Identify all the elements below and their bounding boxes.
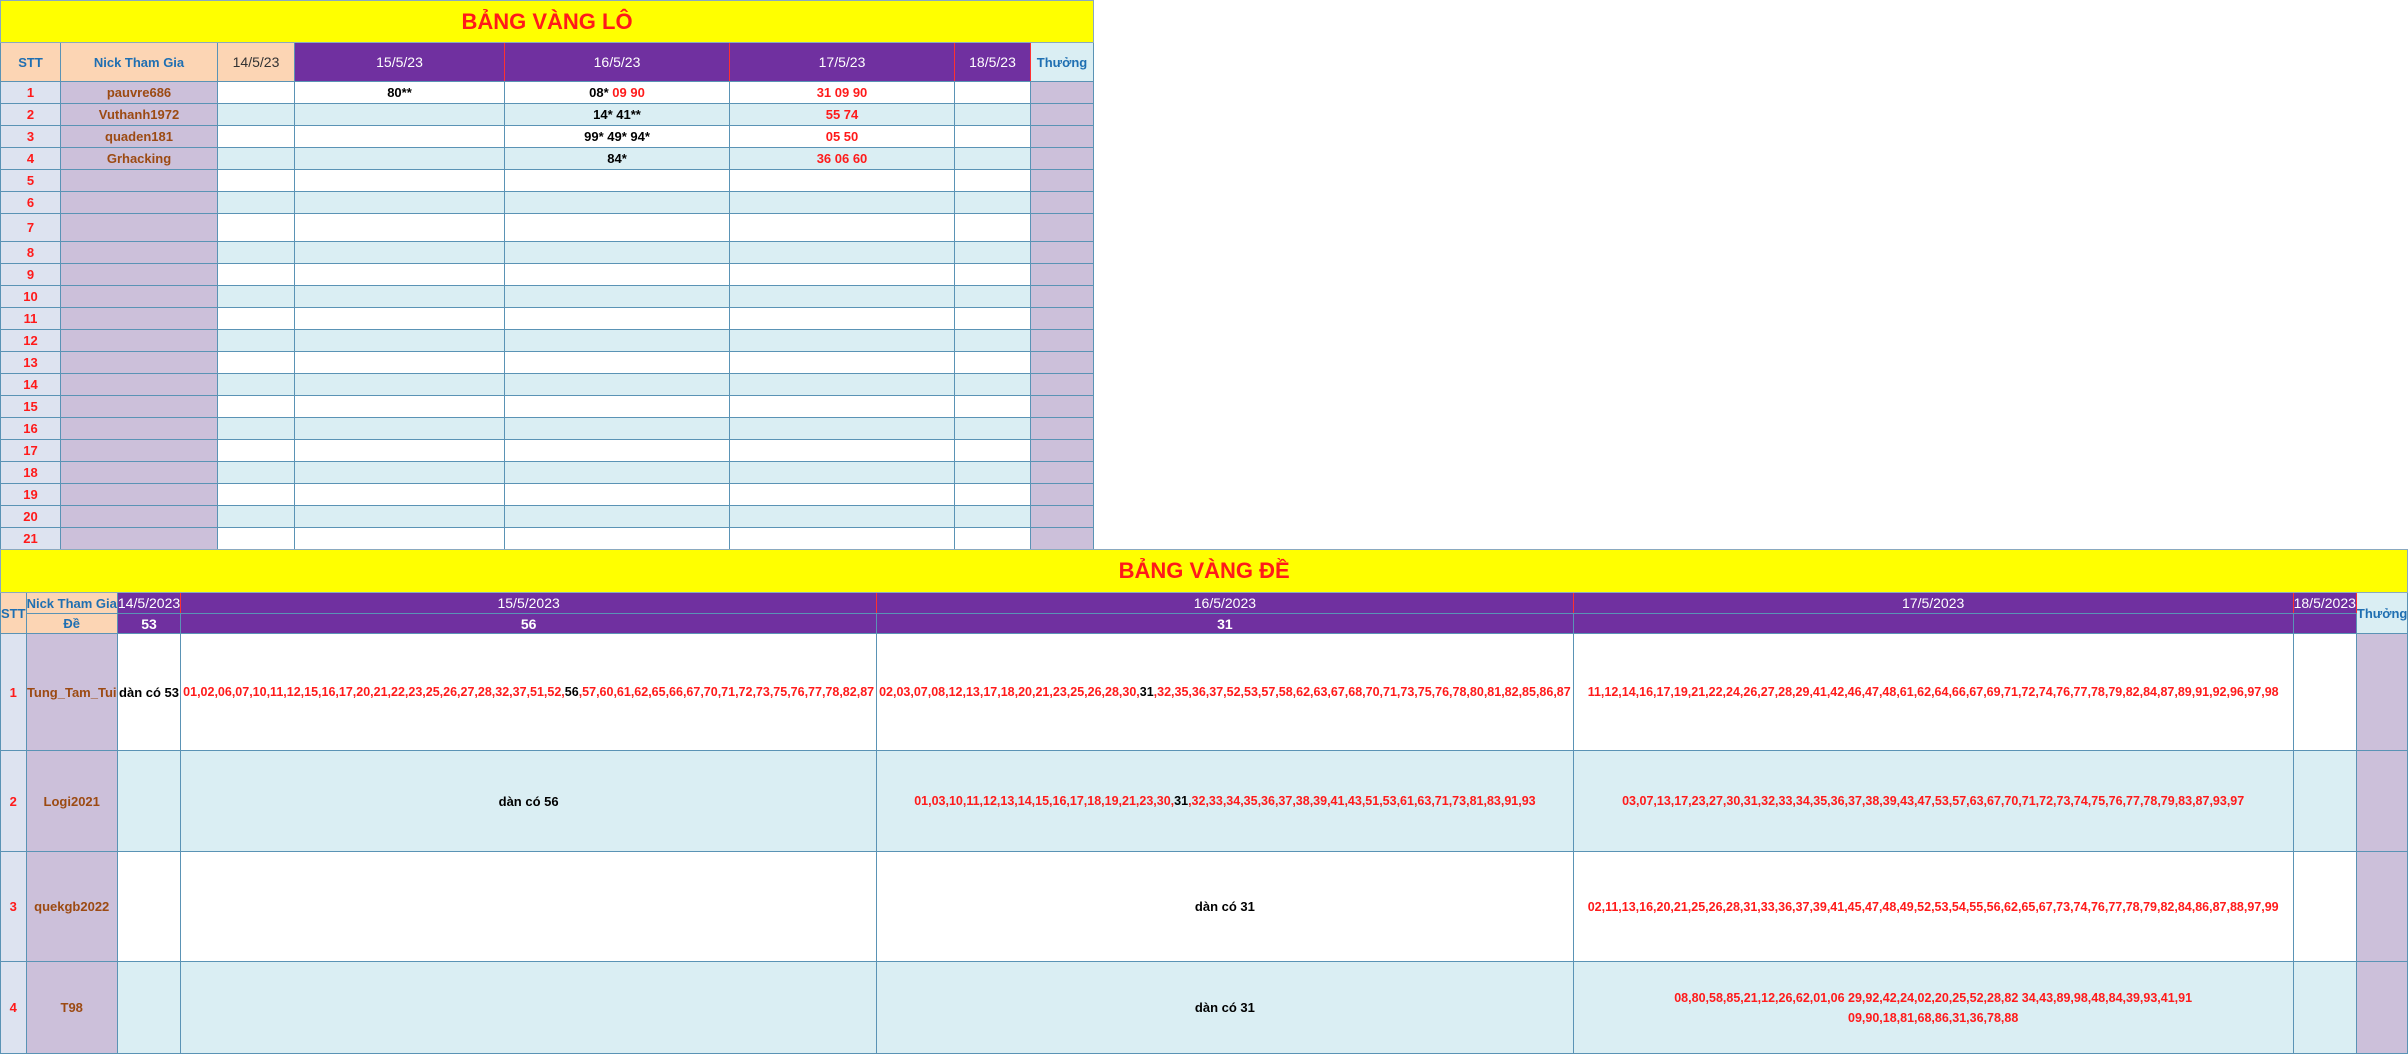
lo-row-18 [955,374,1031,396]
lo-row-17: 31 09 90 [730,82,955,104]
lo-row-17: 05 50 [730,126,955,148]
lo-row-16-hits: 14* 41** [593,107,641,122]
de-row-16-part-c: ,32,35,36,37,52,53,57,58,62,63,67,68,70,71,73,75,76,78,80,81,82,85,86,87 [1153,685,1571,699]
de-row-18 [2293,852,2356,962]
de-row-stt: 3 [1,852,27,962]
lo-row-14 [218,264,295,286]
de-row-17: 11,12,14,16,17,19,21,22,24,26,27,28,29,41,42,46,47,48,61,62,64,66,67,69,71,72,74,76,77,78,79,82,84,87,89,91,92,96,97,98 [1573,634,2293,751]
lo-row-16 [505,170,730,192]
de-row-14 [117,751,180,852]
lo-row-17 [730,396,955,418]
lo-row-nick[interactable] [61,528,218,550]
lo-row-17 [730,192,955,214]
de-row-14 [117,962,180,1054]
de-row-stt: 1 [1,634,27,751]
lo-row-thuong [1031,330,1094,352]
lo-row-15 [295,308,505,330]
lo-row-14 [218,374,295,396]
de-row-16-part-a: 02,03,07,08,12,13,17,18,20,21,23,25,26,28,30, [879,685,1140,699]
de-row-thuong [2356,751,2407,852]
de-result-18 [2293,614,2356,634]
lo-row-nick[interactable]: Vuthanh1972 [61,104,218,126]
lo-row [1,214,1094,242]
lo-row-16 [505,126,730,148]
lo-row [1,352,1094,374]
lo-row-thuong [1031,308,1094,330]
lo-row-17 [730,308,955,330]
de-row-18 [2293,962,2356,1054]
lo-row [1,126,1094,148]
lo-row-stt: 10 [1,286,61,308]
lo-row-stt: 7 [1,214,61,242]
lo-row-15: 80** [295,82,505,104]
lo-row-14 [218,308,295,330]
de-header-thuong: Thưởng [2356,593,2407,634]
lo-header-date-15: 15/5/23 [295,43,505,82]
de-result-16: 31 [877,614,1574,634]
lo-row-stt: 8 [1,242,61,264]
de-row-thuong [2356,634,2407,751]
lo-row-thuong [1031,506,1094,528]
lo-row-16 [505,330,730,352]
de-row-15-hit: 56 [564,685,579,699]
de-row-18 [2293,634,2356,751]
lo-row-14 [218,148,295,170]
lo-row [1,148,1094,170]
de-row-stt: 2 [1,751,27,852]
lo-row-14 [218,242,295,264]
lo-row-stt: 20 [1,506,61,528]
lo-row-17 [730,264,955,286]
lo-row-14 [218,82,295,104]
de-row-16-hit: 31 [1174,794,1189,808]
lo-row-thuong [1031,418,1094,440]
lo-row-nick[interactable] [61,396,218,418]
de-row-16-part-c: ,32,33,34,35,36,37,38,39,41,43,51,53,61,63,71,73,81,83,91,93 [1188,794,1536,808]
bang-vang-lo-table [0,0,1094,550]
lo-row-thuong [1031,264,1094,286]
lo-row-stt: 12 [1,330,61,352]
lo-row-16-hits: 84* [607,151,627,166]
lo-header-thuong: Thưởng [1031,43,1094,82]
de-row-15-part-c: ,57,60,61,62,65,66,67,70,71,72,73,75,76,77,78,82,87 [578,685,875,699]
lo-row [1,286,1094,308]
de-row-18 [2293,751,2356,852]
lo-row-stt: 14 [1,374,61,396]
lo-row-14 [218,104,295,126]
lo-row-nick[interactable] [61,440,218,462]
de-header-date-14: 14/5/2023 [117,593,180,614]
lo-row-thuong [1031,286,1094,308]
lo-row-14 [218,170,295,192]
lo-row-18 [955,242,1031,264]
de-header-date-17: 17/5/2023 [1573,593,2293,614]
de-result-15: 56 [181,614,877,634]
de-row-nick[interactable]: T98 [26,962,117,1054]
lo-row-16 [505,396,730,418]
lo-header-date-17: 17/5/23 [730,43,955,82]
lo-row-thuong [1031,214,1094,242]
de-row-nick[interactable]: Tung_Tam_Tui [26,634,117,751]
lo-header-date-16: 16/5/23 [505,43,730,82]
lo-row-16 [505,148,730,170]
lo-row [1,308,1094,330]
lo-row-16 [505,506,730,528]
lo-row-nick[interactable]: pauvre686 [61,82,218,104]
lo-row [1,418,1094,440]
lo-row-nick[interactable] [61,374,218,396]
lo-row-stt: 13 [1,352,61,374]
lo-row-14 [218,462,295,484]
lo-row-16 [505,242,730,264]
de-row-15: dàn có 56 [181,751,877,852]
lo-row-17: 55 74 [730,104,955,126]
lo-row-stt: 21 [1,528,61,550]
lo-row [1,506,1094,528]
lo-row-14 [218,352,295,374]
lo-row-15 [295,352,505,374]
lo-row [1,170,1094,192]
de-row-16-hit: 31 [1139,685,1154,699]
lo-row [1,192,1094,214]
lo-row-14 [218,214,295,242]
lo-header-date-14: 14/5/23 [218,43,295,82]
lo-row-nick[interactable] [61,506,218,528]
lo-row-18 [955,126,1031,148]
lo-row-16 [505,104,730,126]
lo-row-nick[interactable]: quaden181 [61,126,218,148]
lo-row-16 [505,374,730,396]
de-row-16 [877,751,1574,852]
lo-row-thuong [1031,126,1094,148]
lo-row-16 [505,308,730,330]
de-row-17: 03,07,13,17,23,27,30,31,32,33,34,35,36,37,38,39,43,47,53,57,63,67,70,71,72,73,74,75,76,77,78,79,83,87,93,97 [1573,751,2293,852]
lo-row-14 [218,418,295,440]
lo-row-18 [955,528,1031,550]
lo-row-17 [730,286,955,308]
de-header-nick: Nick Tham Gia [26,593,117,614]
lo-row-nick[interactable] [61,462,218,484]
lo-row-thuong [1031,192,1094,214]
lo-row-nick[interactable] [61,242,218,264]
lo-row-18 [955,396,1031,418]
lo-row-17 [730,242,955,264]
lo-row-stt: 17 [1,440,61,462]
lo-row-16 [505,418,730,440]
lo-row-17 [730,330,955,352]
de-row-14 [117,852,180,962]
lo-row [1,374,1094,396]
lo-row [1,104,1094,126]
lo-row-stt: 1 [1,82,61,104]
de-row-14: dàn có 53 [117,634,180,751]
lo-row-18 [955,506,1031,528]
de-row-15-part-a: 01,02,06,07,10,11,12,15,16,17,20,21,22,23,25,26,27,28,32,37,51,52, [183,685,565,699]
lo-row-18 [955,462,1031,484]
lo-row-16 [505,528,730,550]
lo-row-stt: 4 [1,148,61,170]
lo-row-nick[interactable] [61,286,218,308]
lo-row-stt: 3 [1,126,61,148]
lo-row [1,440,1094,462]
lo-row-15 [295,192,505,214]
lo-row-15 [295,330,505,352]
lo-row-thuong [1031,484,1094,506]
lo-row-15 [295,264,505,286]
lo-row-16-hits: 99* 49* 94* [584,129,650,144]
de-header-de: Đề [26,614,117,634]
lo-row-nick[interactable] [61,352,218,374]
lo-row-14 [218,506,295,528]
lo-row-17: 36 06 60 [730,148,955,170]
lo-row [1,396,1094,418]
lo-row-18 [955,148,1031,170]
lo-row-16-hits: 08* [589,85,609,100]
lo-row-16-picks: 09 90 [612,85,645,100]
de-row-16 [877,634,1574,751]
lo-row-17 [730,374,955,396]
lo-row-nick[interactable] [61,330,218,352]
de-row-nick[interactable]: Logi2021 [26,751,117,852]
lo-row-18 [955,286,1031,308]
lo-row-nick[interactable] [61,484,218,506]
lo-row [1,82,1094,104]
lo-row-14 [218,330,295,352]
lo-row-18 [955,192,1031,214]
lo-row-15 [295,126,505,148]
lo-row-nick[interactable] [61,308,218,330]
lo-row-18 [955,104,1031,126]
lo-row-nick[interactable] [61,192,218,214]
lo-row-18 [955,418,1031,440]
lo-row-thuong [1031,82,1094,104]
lo-row-thuong [1031,374,1094,396]
lo-row-15 [295,374,505,396]
lo-row-thuong [1031,170,1094,192]
lo-row-17 [730,484,955,506]
de-row-17: 08,80,58,85,21,12,26,62,01,06 29,92,42,24,02,20,25,52,28,82 34,43,89,98,48,84,39,93,41,91 09,90,18,81,68,86,31,36,78,88 [1573,962,2293,1054]
lo-row-15 [295,242,505,264]
lo-title: BẢNG VÀNG LÔ [1,1,1094,43]
lo-row [1,330,1094,352]
lo-row-thuong [1031,396,1094,418]
lo-row-15 [295,286,505,308]
lo-row-nick[interactable]: Grhacking [61,148,218,170]
de-row-16: dàn có 31 [877,852,1574,962]
de-row-16: dàn có 31 [877,962,1574,1054]
lo-row-18 [955,170,1031,192]
lo-row-15 [295,170,505,192]
lo-row-18 [955,484,1031,506]
de-row-15 [181,852,877,962]
lo-row-18 [955,308,1031,330]
lo-row-18 [955,214,1031,242]
lo-header-nick: Nick Tham Gia [61,43,218,82]
lo-row-stt: 19 [1,484,61,506]
lo-row-16 [505,352,730,374]
lo-row-15 [295,528,505,550]
lo-row-14 [218,126,295,148]
lo-row-15 [295,396,505,418]
lo-row-nick[interactable] [61,264,218,286]
lo-row-thuong [1031,462,1094,484]
lo-row-18 [955,440,1031,462]
lo-row-16 [505,462,730,484]
lo-row-16 [505,264,730,286]
lo-row-17 [730,214,955,242]
lo-row-14 [218,484,295,506]
lo-row-17 [730,170,955,192]
de-header-date-18: 18/5/2023 [2293,593,2356,614]
lo-row-16 [505,286,730,308]
lo-row-thuong [1031,242,1094,264]
lo-row-thuong [1031,528,1094,550]
lo-row-nick[interactable] [61,214,218,242]
lo-row-14 [218,528,295,550]
de-row-stt: 4 [1,962,27,1054]
lo-row-17 [730,418,955,440]
lo-row-15 [295,462,505,484]
lo-row-thuong [1031,352,1094,374]
de-row-15 [181,634,877,751]
lo-row-15 [295,484,505,506]
lo-row-thuong [1031,148,1094,170]
de-row-nick[interactable]: quekgb2022 [26,852,117,962]
lo-row-15 [295,418,505,440]
de-result-14: 53 [117,614,180,634]
de-header-date-15: 15/5/2023 [181,593,877,614]
lo-row-14 [218,286,295,308]
lo-row [1,242,1094,264]
lo-row-stt: 9 [1,264,61,286]
lo-row-nick[interactable] [61,170,218,192]
lo-row [1,264,1094,286]
lo-row-16 [505,440,730,462]
lo-row-15 [295,506,505,528]
lo-row-stt: 16 [1,418,61,440]
lo-row-stt: 11 [1,308,61,330]
lo-row-14 [218,192,295,214]
lo-row-15 [295,148,505,170]
lo-row-16 [505,214,730,242]
de-header-stt: STT [1,593,27,634]
lo-row-nick[interactable] [61,418,218,440]
de-row-thuong [2356,852,2407,962]
lo-row-thuong [1031,440,1094,462]
lo-row-stt: 5 [1,170,61,192]
lo-row-18 [955,330,1031,352]
de-result-17 [1573,614,2293,634]
de-row-thuong [2356,962,2407,1054]
lo-row-stt: 2 [1,104,61,126]
lo-row-thuong [1031,104,1094,126]
lo-row-14 [218,396,295,418]
lo-row-17 [730,462,955,484]
lo-row-15 [295,440,505,462]
lo-row-stt: 6 [1,192,61,214]
lo-row-18 [955,352,1031,374]
de-title: BẢNG VÀNG ĐỀ [1,550,2408,593]
lo-row-stt: 15 [1,396,61,418]
de-header-date-16: 16/5/2023 [877,593,1574,614]
lo-row-17 [730,506,955,528]
lo-header-stt: STT [1,43,61,82]
lo-row-stt: 18 [1,462,61,484]
lo-row [1,528,1094,550]
lo-header-date-18: 18/5/23 [955,43,1031,82]
bang-vang-de-table [0,549,2408,1054]
lo-row-16 [505,484,730,506]
lo-row-15 [295,104,505,126]
lo-row-15 [295,214,505,242]
lo-row-18 [955,82,1031,104]
lo-row-16 [505,82,730,104]
lo-row-17 [730,352,955,374]
de-row-15 [181,962,877,1054]
de-row-17: 02,11,13,16,20,21,25,26,28,31,33,36,37,39,41,45,47,48,49,52,53,54,55,56,62,65,67,73,74,76,77,78,79,82,84,86,87,88,97,99 [1573,852,2293,962]
lo-row-17 [730,528,955,550]
lo-row-18 [955,264,1031,286]
lo-row-16 [505,192,730,214]
lo-row-17 [730,440,955,462]
de-row-16-part-a: 01,03,10,11,12,13,14,15,16,17,18,19,21,23,30, [914,794,1175,808]
lo-row [1,484,1094,506]
lo-row-14 [218,440,295,462]
lo-row [1,462,1094,484]
